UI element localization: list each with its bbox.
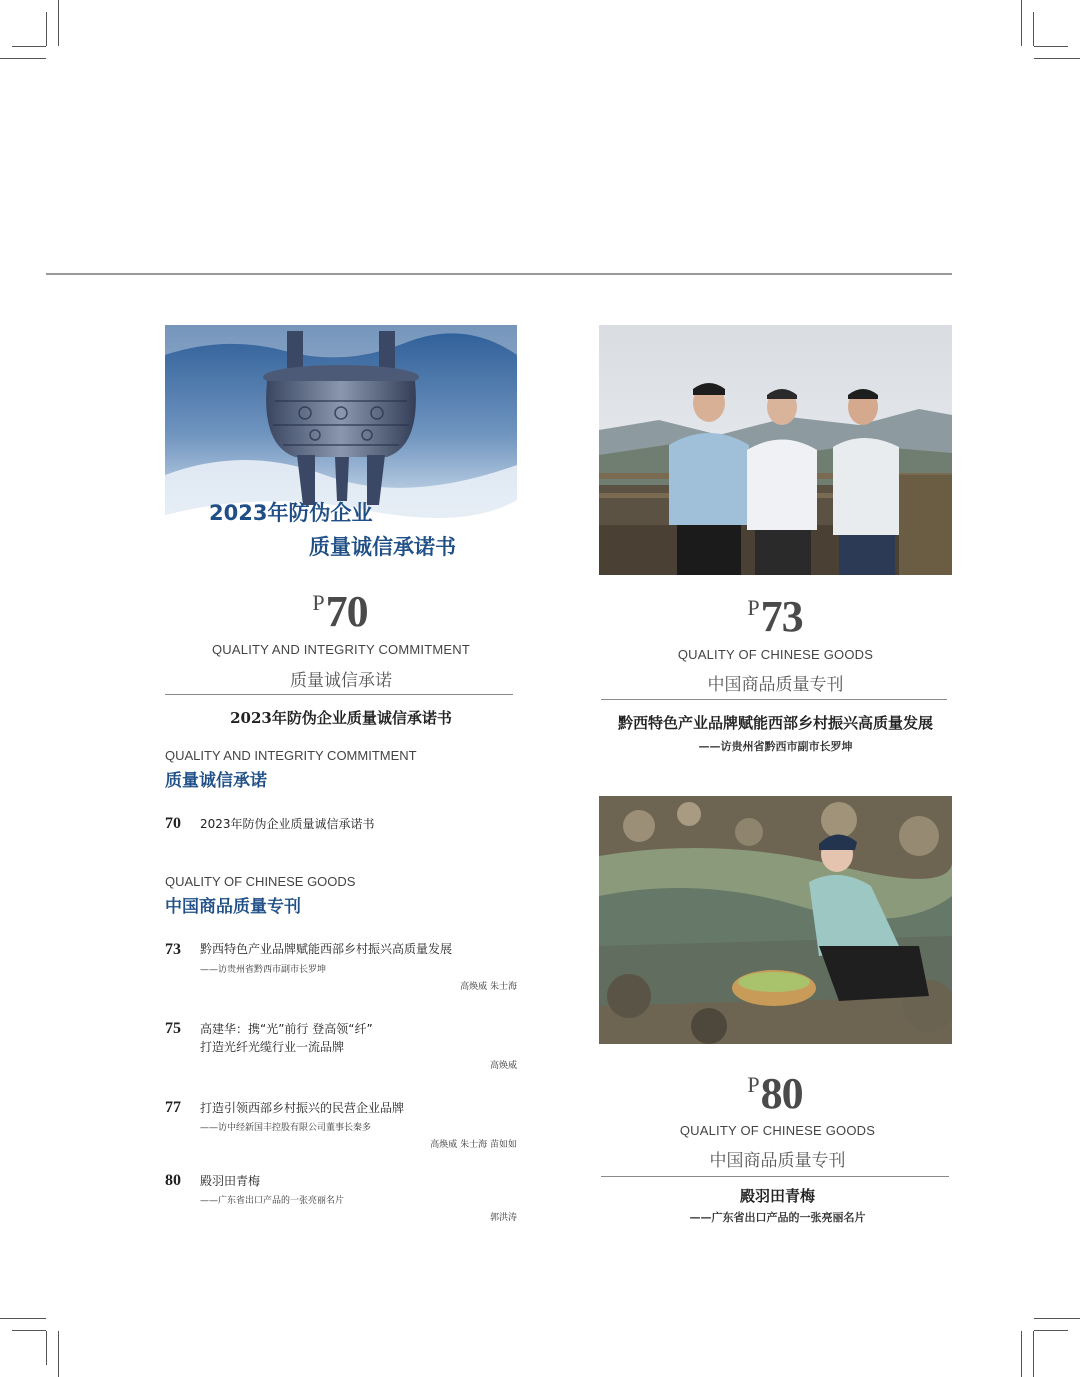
section2-en: QUALITY OF CHINESE GOODS (165, 874, 356, 889)
toc-item-num: 70 (165, 815, 181, 832)
section1-cn: 质量诚信承诺 (165, 771, 267, 791)
three-men-photo (599, 325, 952, 575)
toc-item-author: 高焕威 朱士海 苗如如 (430, 1140, 517, 1150)
toc-item-num: 80 (165, 1172, 181, 1189)
toc-item-title-line2[interactable]: 打造光纤光缆行业一流品牌 (200, 1040, 345, 1054)
right-top-cn: 中国商品质量专刊 (707, 675, 844, 695)
page-number-80: P80 (747, 1069, 803, 1118)
toc-item-num: 77 (165, 1099, 181, 1116)
toc-item-subtitle: ——访贵州省黔西市副市长罗坤 (200, 965, 327, 975)
section2-cn: 中国商品质量专刊 (165, 897, 301, 917)
bronze-ding-image (165, 325, 517, 567)
right-top-divider (601, 699, 947, 700)
section1-en: QUALITY AND INTEGRITY COMMITMENT (165, 748, 417, 763)
page-number-73: P73 (747, 592, 803, 641)
left-card-divider (165, 694, 513, 695)
right-top-en: QUALITY OF CHINESE GOODS (677, 647, 874, 662)
toc-item-title[interactable]: 高建华：携“光”前行 登高领“纤” (200, 1022, 373, 1036)
left-card-cn: 质量诚信承诺 (290, 671, 392, 691)
stream-woman-photo (599, 796, 952, 1044)
toc-item-subtitle: ——广东省出口产品的一张亮丽名片 (200, 1196, 345, 1206)
toc-item-title[interactable]: 打造引领西部乡村振兴的民营企业品牌 (200, 1101, 405, 1115)
page-number-70: P70 (312, 587, 368, 636)
toc-item-title[interactable]: 2023年防伪企业质量诚信承诺书 (200, 817, 375, 831)
right-bottom-en: QUALITY OF CHINESE GOODS (679, 1123, 876, 1138)
toc-item-author: 高焕威 (489, 1061, 517, 1071)
toc-item-title[interactable]: 殿羽田青梅 (200, 1174, 261, 1188)
right-bottom-title[interactable]: 殿羽田青梅 (739, 1187, 815, 1205)
left-card-title[interactable]: 2023年防伪企业质量诚信承诺书 (230, 709, 452, 727)
image-title-line1: 2023年防伪企业 (209, 501, 373, 525)
toc-item-author: 郭洪涛 (489, 1213, 517, 1223)
toc-item-author: 高焕威 朱士海 (460, 982, 517, 992)
right-bottom-subtitle: ——广东省出口产品的一张亮丽名片 (689, 1211, 866, 1224)
left-card-en: QUALITY AND INTEGRITY COMMITMENT (212, 642, 470, 657)
toc-item-title[interactable]: 黔西特色产业品牌赋能西部乡村振兴高质量发展 (200, 942, 453, 956)
toc-item-num: 75 (165, 1020, 181, 1037)
image-title-line2: 质量诚信承诺书 (309, 535, 456, 559)
toc-item-num: 73 (165, 941, 181, 958)
top-divider (46, 273, 952, 275)
right-bottom-divider (601, 1176, 949, 1177)
right-bottom-cn: 中国商品质量专刊 (709, 1151, 846, 1171)
right-top-title[interactable]: 黔西特色产业品牌赋能西部乡村振兴高质量发展 (617, 714, 933, 732)
right-top-subtitle: ——访贵州省黔西市副市长罗坤 (698, 740, 853, 753)
toc-item-subtitle: ——访中经新国丰控股有限公司董事长秦多 (200, 1123, 372, 1133)
